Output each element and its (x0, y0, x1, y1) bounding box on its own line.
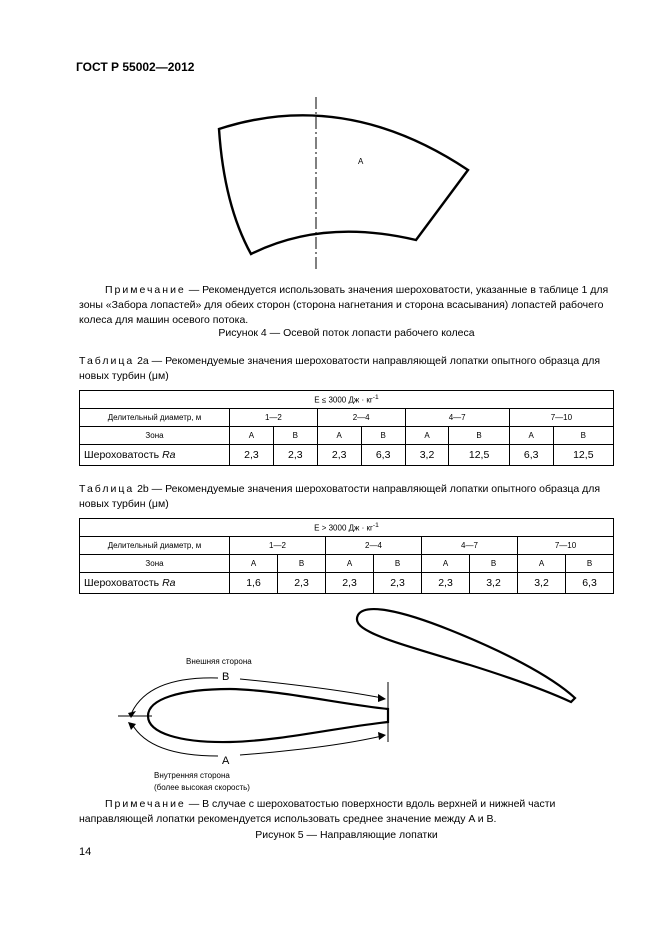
table2a-title (79, 354, 614, 384)
table2b-diam: 4—7 (422, 537, 518, 555)
table2b-diam: 7—10 (518, 537, 614, 555)
figure5-note-text: — В случае с шероховатостью поверхности вдоль верхней и нижней части направляющей лопатки рекомендуется использовать среднее значение между A и B. (79, 798, 556, 825)
table2a-value: 3,2 (405, 445, 449, 466)
table2b-zone: A (230, 555, 278, 573)
inner-side-label: Внутренняя сторона (154, 771, 230, 780)
table2b-value: 2,3 (374, 573, 422, 594)
table2b-zone-label: Зона (80, 555, 230, 573)
table2b-energy-text: E > 3000 Дж · кг (314, 523, 373, 533)
table2b-zone: B (470, 555, 518, 573)
table2b-value: 2,3 (422, 573, 470, 594)
blade-zone-label: A (358, 157, 364, 166)
table2b-energy (80, 519, 614, 537)
inner-arc-arrow (132, 724, 218, 756)
table2b-title-text: 2b — Рекомендуемые значения шероховатости направляющей лопатки опытного образца для новых турбин (μм) (79, 483, 601, 510)
table2b-title-label: Таблица (79, 483, 135, 495)
table2a-value: 2,3 (273, 445, 317, 466)
table2b-diam: 2—4 (326, 537, 422, 555)
table2a-energy (80, 391, 614, 409)
outer-straight-arrowhead (378, 694, 386, 702)
table2b-energy-sup: -1 (372, 522, 379, 530)
figure4-note-label: Примечание (105, 284, 186, 296)
table2b-value: 6,3 (566, 573, 614, 594)
table2b-zone: B (374, 555, 422, 573)
table2a-diam: 2—4 (317, 409, 405, 427)
table2a-title-label: Таблица (79, 355, 135, 367)
table2b-value: 2,3 (326, 573, 374, 594)
table2b-value: 3,2 (518, 573, 566, 594)
outer-side-label: Внешняя сторона (186, 657, 252, 666)
table2b-rough-label (80, 573, 230, 594)
table2a-zone: B (361, 427, 405, 445)
table2a-title-text: 2a — Рекомендуемые значения шероховатости направляющей лопатки опытного образца для новых турбин (μм) (79, 355, 601, 382)
outer-straight-arrow (240, 679, 382, 698)
table2b-diam: 1—2 (230, 537, 326, 555)
table2a-diam: 1—2 (230, 409, 318, 427)
table2a-rough-label (80, 445, 230, 466)
table2b-zone: B (278, 555, 326, 573)
table2b-rough-text: Шероховатость (84, 577, 160, 589)
figure4-caption: Рисунок 4 — Осевой поток лопасти рабочего колеса (218, 327, 475, 339)
inner-straight-arrowhead (378, 732, 386, 740)
table2a-value: 6,3 (361, 445, 405, 466)
table2b-value: 1,6 (230, 573, 278, 594)
table2a-zone: B (273, 427, 317, 445)
table2a-diam: 4—7 (405, 409, 509, 427)
table2b-title (79, 482, 614, 512)
table2a-energy-text: E ≤ 3000 Дж · кг (314, 395, 373, 405)
page-number: 14 (79, 846, 92, 858)
lower-guide-vane (148, 689, 388, 742)
table2a (79, 390, 614, 466)
upper-guide-vane (357, 609, 575, 702)
table2a-value: 2,3 (317, 445, 361, 466)
table2b-diam-label: Делительный диаметр, м (80, 537, 230, 555)
table2a-value: 12,5 (449, 445, 509, 466)
table2a-rough-var: Ra (162, 449, 176, 461)
document-header: ГОСТ Р 55002—2012 (76, 60, 195, 74)
figure5-note (79, 797, 614, 827)
table2a-zone: A (405, 427, 449, 445)
table2a-zone: A (230, 427, 274, 445)
table2b-zone: A (518, 555, 566, 573)
table2a-diam: 7—10 (509, 409, 613, 427)
table2b (79, 518, 614, 594)
table2b-zone: A (422, 555, 470, 573)
table2b-zone: A (326, 555, 374, 573)
table2a-zone-label: Зона (80, 427, 230, 445)
table2a-zone: B (449, 427, 509, 445)
table2b-value: 2,3 (278, 573, 326, 594)
table2a-diam-label: Делительный диаметр, м (80, 409, 230, 427)
table2b-value: 3,2 (470, 573, 518, 594)
table2a-zone: A (317, 427, 361, 445)
figure4-note (79, 283, 614, 328)
figure5-note-label: Примечание (105, 798, 186, 810)
inner-straight-arrow (240, 736, 382, 755)
table2a-zone: B (553, 427, 613, 445)
figure5-caption: Рисунок 5 — Направляющие лопатки (255, 829, 438, 841)
outer-arc-arrowhead (128, 711, 136, 718)
table2a-value: 2,3 (230, 445, 274, 466)
table2a-energy-sup: -1 (372, 394, 379, 402)
table2b-rough-var: Ra (162, 577, 176, 589)
inner-side-note: (более высокая скорость) (154, 783, 250, 792)
table2b-zone: B (566, 555, 614, 573)
table2a-zone: A (509, 427, 553, 445)
table2a-value: 6,3 (509, 445, 553, 466)
table2a-rough-text: Шероховатость (84, 449, 160, 461)
runner-blade-shape (219, 115, 468, 254)
b-side-label: B (222, 671, 230, 683)
a-side-label: A (222, 755, 230, 767)
table2a-value: 12,5 (553, 445, 613, 466)
figure4-note-text: — Рекомендуется использовать значения шероховатости, указанные в таблице 1 для зоны «Забора лопастей» для обеих сторон (сторона нагнетания и сторона всасывания) лопастей рабочего колеса для машин осевого потока. (79, 284, 609, 326)
